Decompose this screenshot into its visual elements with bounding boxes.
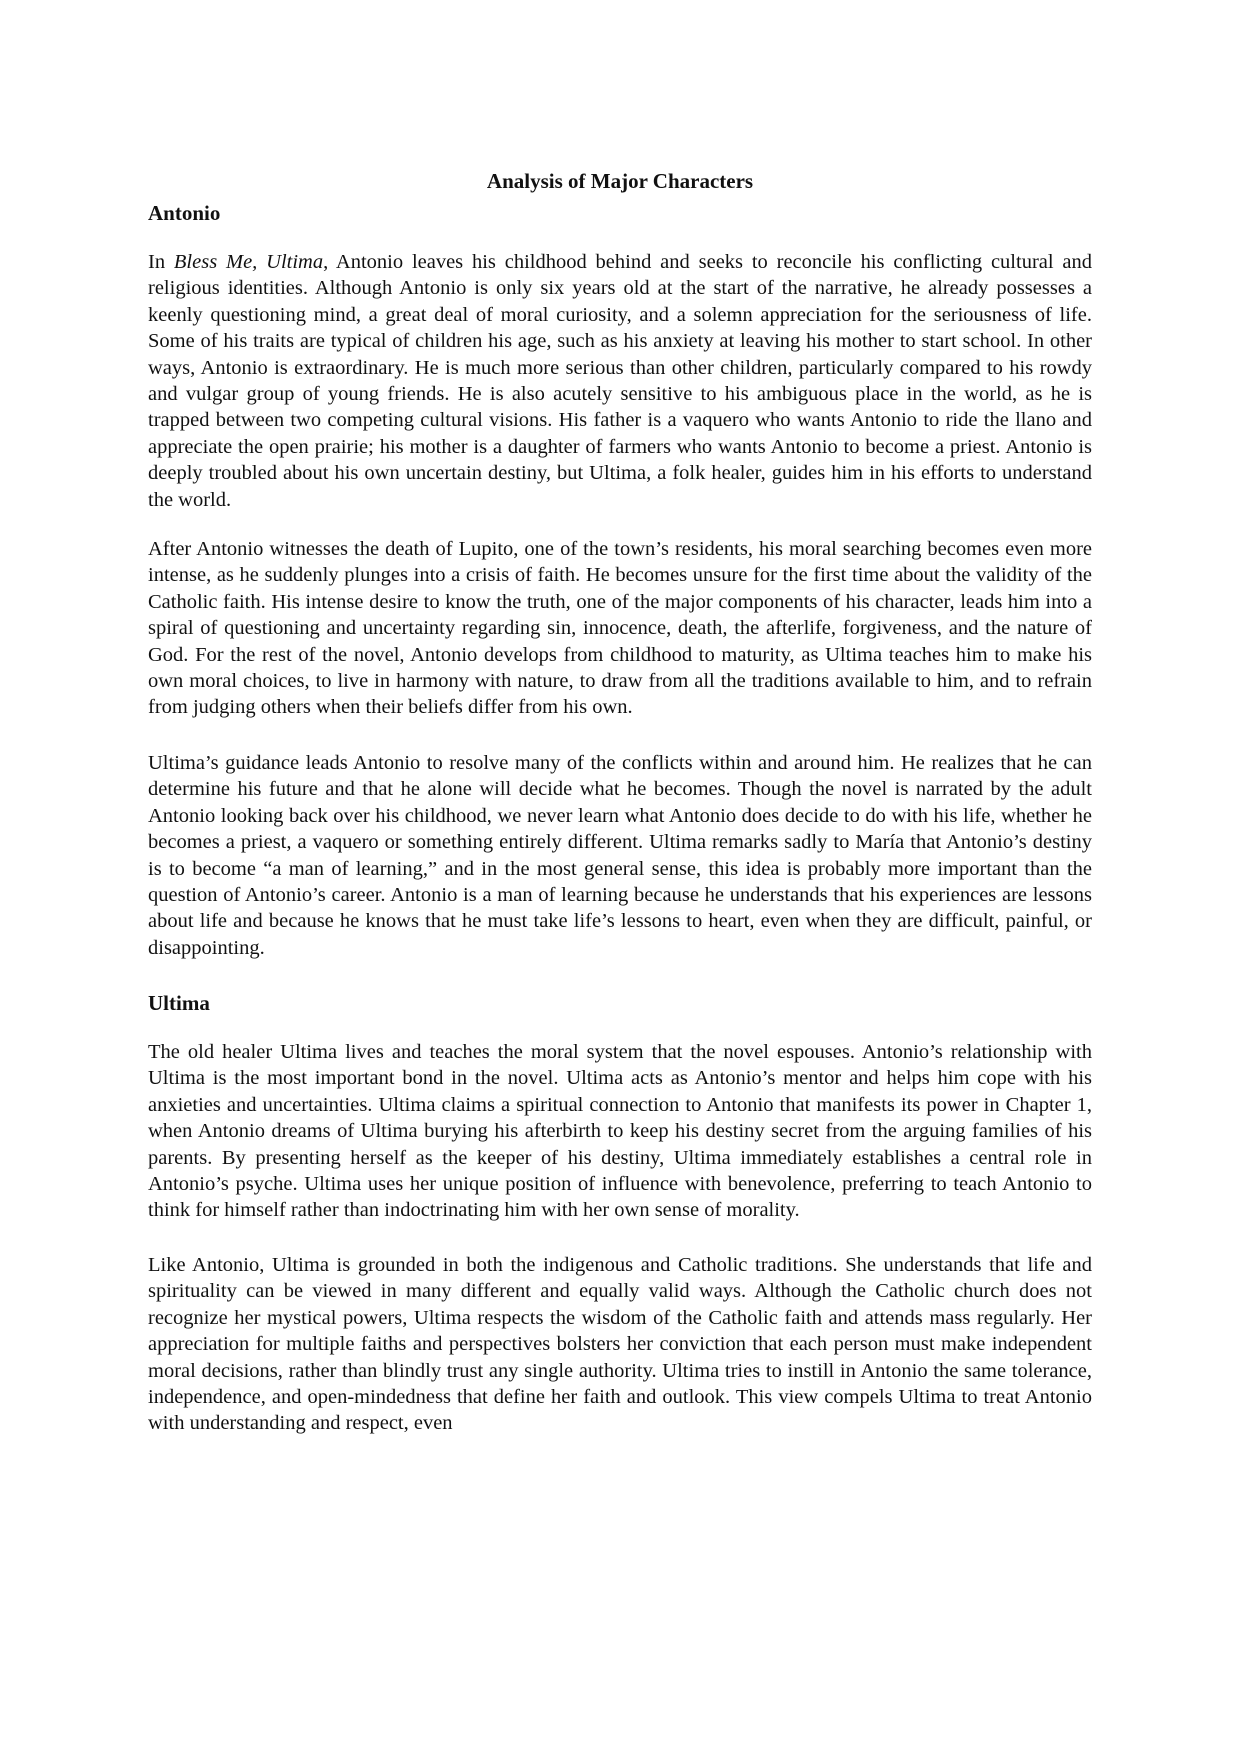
book-title: Bless Me, Ultima [173,251,324,273]
section-heading-ultima: Ultima [148,991,210,1015]
page-title: Analysis of Major Characters [486,169,754,193]
paragraph-antonio-2: After Antonio witnesses the death of Lupito, one of the town’s residents, his moral searching becomes even more intense, as he suddenly plunges into a crisis of faith. He becomes unsure for the first time about the validity of the Catholic faith. His intense desire to know the truth, one of the major components of his character, leads him into a spiral of questioning and uncertainty regarding sin, innocence, death, the afterlife, forgiveness, and the nature of God. For the rest of the novel, Antonio develops from childhood to maturity, as Ultima teaches him to make his own moral choices, to live in harmony with nature, to draw from all the traditions available to him, and to refrain from judging others when their beliefs differ from his own. [148,538,1092,719]
paragraph-antonio-1 [148,249,1092,513]
section-heading-antonio: Antonio [148,201,221,225]
paragraph-ultima-1: The old healer Ultima lives and teaches the moral system that the novel espouses. Antonio’s relationship with Ultima is the most important bond in the novel. Ultima acts as Antonio’s mentor and helps him cope with his anxieties and uncertainties. Ultima claims a spiritual connection to Antonio that manifests its power in Chapter 1, when Antonio dreams of Ultima burying his afterbirth to keep his destiny secret from the arguing families of his parents. By presenting herself as the keeper of his destiny, Ultima immediately establishes a central role in Antonio’s psyche. Ultima uses her unique position of influence with benevolence, preferring to teach Antonio to think for himself rather than indoctrinating him with her own sense of morality. [148,1041,1092,1222]
paragraph-rest: , Antonio leaves his childhood behind and seeks to reconcile his conflicting cultural and religious identities. Although Antonio is only six years old at the start of the narrative, he already possesses a keenly questioning mind, a great deal of moral curiosity, and a solemn appreciation for the seriousness of life. Some of his traits are typical of children his age, such as his anxiety at leaving his mother to start school. In other ways, Antonio is extraordinary. He is much more serious than other children, particularly compared to his rowdy and vulgar group of young friends. He is also acutely sensitive to his ambiguous place in the world, as he is trapped between two competing cultural visions. His father is a vaquero who wants Antonio to ride the llano and appreciate the open prairie; his mother is a daughter of farmers who wants Antonio to become a priest. Antonio is deeply troubled about his own uncertain destiny, but Ultima, a folk healer, guides him in his efforts to understand the world. [148,251,1092,511]
paragraph-intro: In [148,251,174,273]
paragraph-ultima-2: Like Antonio, Ultima is grounded in both the indigenous and Catholic traditions. She understands that life and spirituality can be viewed in many different and equally valid ways. Although the Catholic church does not recognize her mystical powers, Ultima respects the wisdom of the Catholic faith and attends mass regularly. Her appreciation for multiple faiths and perspectives bolsters her conviction that each person must make independent moral decisions, rather than blindly trust any single authority. Ultima tries to instill in Antonio the same tolerance, independence, and open-mindedness that define her faith and outlook. This view compels Ultima to treat Antonio with understanding and respect, even [148,1254,1092,1435]
paragraph-antonio-3: Ultima’s guidance leads Antonio to resolve many of the conflicts within and around him. He realizes that he can determine his future and that he alone will decide what he becomes. Though the novel is narrated by the adult Antonio looking back over his childhood, we never learn what Antonio does decide to do with his life, whether he becomes a priest, a vaquero or something entirely different. Ultima remarks sadly to María that Antonio’s destiny is to become “a man of learning,” and in the most general sense, this idea is probably more important than the question of Antonio’s career. Antonio is a man of learning because he understands that his experiences are lessons about life and because he knows that he must take life’s lessons to heart, even when they are difficult, painful, or disappointing. [148,752,1092,959]
